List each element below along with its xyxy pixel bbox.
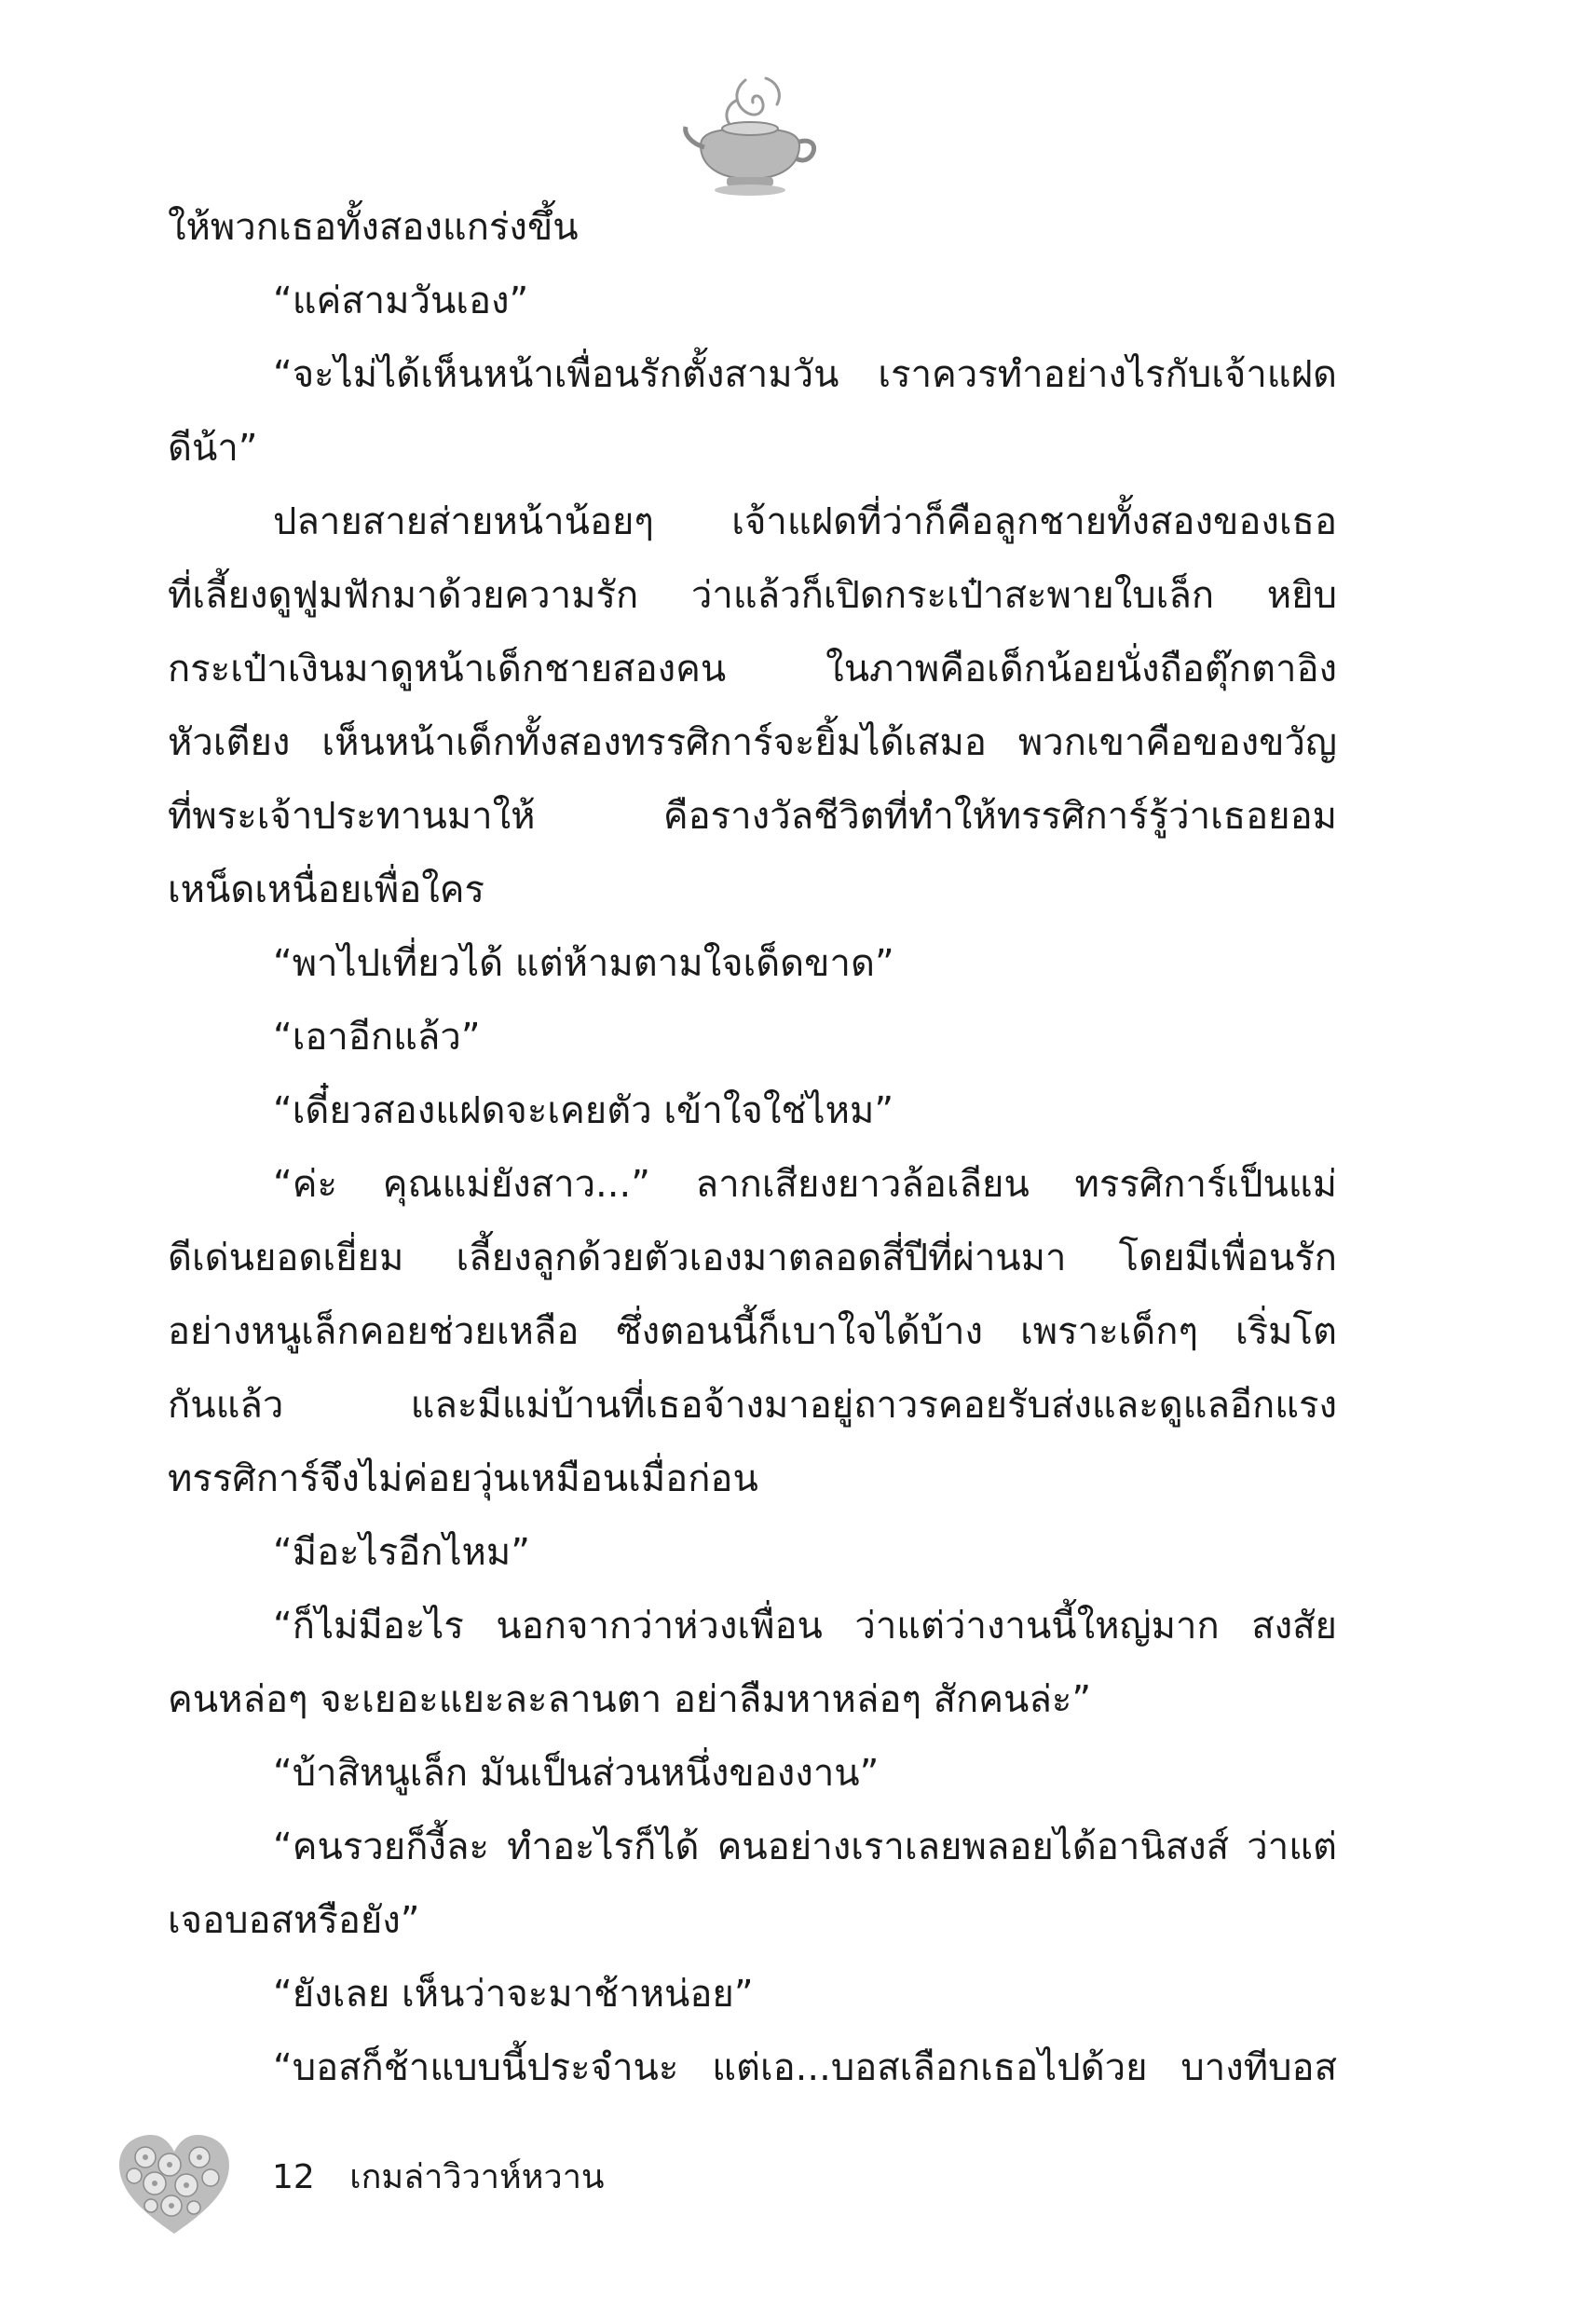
text-line: ดีเด่นยอดเยี่ยม เลี้ยงลูกด้วยตัวเองมาตลอดสี่ปีที่ผ่านมา โดยมีเพื่อนรัก	[168, 1237, 1337, 1279]
text-line: “ยังเลย เห็นว่าจะมาช้าหน่อย”	[273, 1973, 754, 2016]
text-line: “บ้าสิหนูเล็ก มันเป็นส่วนหนึ่งของงาน”	[273, 1752, 880, 1795]
text-line: “เดี๋ยวสองแฝดจะเคยตัว เข้าใจใช่ไหม”	[273, 1089, 894, 1132]
teapot-ornament-icon	[680, 73, 820, 203]
book-title: เกมล่าวิวาห์หวาน	[349, 2158, 605, 2196]
text-line: กันแล้ว และมีแม่บ้านที่เธอจ้างมาอยู่ถาวรคอยรับส่งและดูแลอีกแรง	[168, 1384, 1337, 1427]
text-line: ทรรศิการ์จึงไม่ค่อยวุ่นเหมือนเมื่อก่อน	[168, 1457, 758, 1500]
text-line: ให้พวกเธอทั้งสองแกร่งขึ้น	[168, 206, 579, 249]
text-line: “พาไปเที่ยวได้ แต่ห้ามตามใจเด็ดขาด”	[273, 942, 894, 985]
flower-heart-ornament-icon	[114, 2129, 235, 2241]
text-line: “ก็ไม่มีอะไร นอกจากว่าห่วงเพื่อน ว่าแต่ว่างานนี้ใหญ่มาก สงสัย	[273, 1605, 1337, 1648]
text-line: “คนรวยก็งี้ละ ทำอะไรก็ได้ คนอย่างเราเลยพลอยได้อานิสงส์ ว่าแต่	[273, 1826, 1337, 1868]
text-line: เจอบอสหรือยัง”	[168, 1899, 420, 1942]
text-line: “มีอะไรอีกไหม”	[273, 1531, 531, 1574]
page-number: 12	[272, 2158, 315, 2196]
text-line: “บอสก็ช้าแบบนี้ประจำนะ แต่เอ...บอสเลือกเธอไปด้วย บางทีบอส	[273, 2046, 1337, 2089]
text-line: ดีน้า”	[168, 427, 258, 470]
text-line: อย่างหนูเล็กคอยช่วยเหลือ ซึ่งตอนนี้ก็เบาใจได้บ้าง เพราะเด็กๆ เริ่มโต	[168, 1310, 1337, 1353]
text-line: “จะไม่ได้เห็นหน้าเพื่อนรักตั้งสามวัน เราควรทำอย่างไรกับเจ้าแฝด	[273, 353, 1337, 396]
body-text	[168, 191, 1337, 2105]
text-line: ที่พระเจ้าประทานมาให้ คือรางวัลชีวิตที่ทำให้ทรรศิการ์รู้ว่าเธอยอม	[168, 795, 1337, 838]
text-line: “ค่ะ คุณแม่ยังสาว...” ลากเสียงยาวล้อเลียน ทรรศิการ์เป็นแม่	[273, 1163, 1337, 1206]
text-line: เหน็ดเหนื่อยเพื่อใคร	[168, 868, 485, 911]
text-line: ที่เลี้ยงดูฟูมฟักมาด้วยความรัก ว่าแล้วก็เปิดกระเป๋าสะพายใบเล็ก หยิบ	[168, 574, 1337, 617]
text-line: หัวเตียง เห็นหน้าเด็กทั้งสองทรรศิการ์จะยิ้มได้เสมอ พวกเขาคือของขวัญ	[168, 721, 1337, 764]
text-line: ปลายสายส่ายหน้าน้อยๆ เจ้าแฝดที่ว่าก็คือลูกชายทั้งสองของเธอ	[273, 500, 1337, 543]
text-line: กระเป๋าเงินมาดูหน้าเด็กชายสองคน ในภาพคือเด็กน้อยนั่งถือตุ๊กตาอิง	[168, 648, 1337, 691]
text-line: “เอาอีกแล้ว”	[273, 1016, 481, 1059]
page-footer	[272, 2154, 605, 2201]
text-line: “แค่สามวันเอง”	[273, 280, 529, 322]
text-line: คนหล่อๆ จะเยอะแยะละลานตา อย่าลืมหาหล่อๆ สักคนล่ะ”	[168, 1678, 1092, 1721]
